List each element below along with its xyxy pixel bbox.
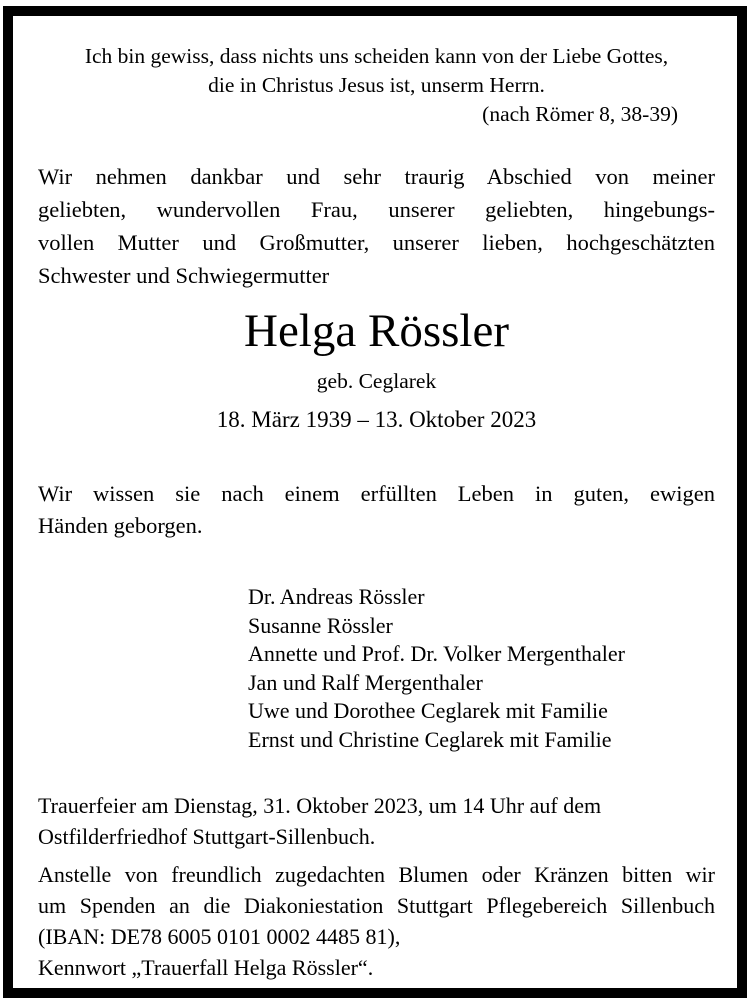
donations-line: um Spenden an die Diakoniestation Stuttgart Pflegebereich Sillenbuch	[38, 893, 715, 918]
donations-line: (IBAN: DE78 6005 0101 0002 4485 81),	[38, 924, 401, 949]
deceased-life-dates: 18. März 1939 – 13. Oktober 2023	[216, 407, 537, 432]
farewell-line: vollen Mutter und Großmutter, unserer lieben, hochgeschätzten	[38, 230, 715, 255]
mourner-name: Annette und Prof. Dr. Volker Mergenthaler	[248, 641, 625, 666]
quote-attribution: (nach Römer 8, 38-39)	[482, 102, 678, 126]
mourner-name: Uwe und Dorothee Ceglarek mit Familie	[248, 698, 608, 723]
funeral-line: Trauerfeier am Dienstag, 31. Oktober 2023, um 14 Uhr auf dem	[38, 793, 602, 818]
farewell-line: Schwester und Schwiegermutter	[38, 263, 330, 288]
mourner-name: Susanne Rössler	[248, 612, 393, 638]
deceased-name: Helga Rössler	[244, 305, 509, 357]
farewell-line: geliebten, wundervollen Frau, unserer geliebten, hingebungs-	[38, 197, 715, 222]
mourner-name: Ernst und Christine Ceglarek mit Familie	[248, 726, 612, 752]
comfort-line: Händen geborgen.	[38, 513, 203, 538]
quote-line-2: die in Christus Jesus ist, unserm Herrn.	[208, 73, 545, 97]
funeral-info	[38, 790, 715, 852]
mourners-list	[248, 583, 715, 754]
farewell-paragraph	[38, 160, 715, 292]
mourner-name: Dr. Andreas Rössler	[248, 584, 425, 609]
comfort-line: Wir wissen sie nach einem erfüllten Leben in guten, ewigen	[38, 481, 715, 506]
deceased-birth-name: geb. Ceglarek	[316, 369, 437, 393]
quote-line-1: Ich bin gewiss, dass nichts uns scheiden kann von der Liebe Gottes,	[84, 44, 669, 68]
donations-line: Anstelle von freundlich zugedachten Blumen oder Kränzen bitten wir	[38, 862, 715, 887]
donations-line: Kennwort „Trauerfall Helga Rössler“.	[38, 955, 374, 980]
scripture-quote	[38, 42, 715, 129]
donations-info	[38, 859, 715, 983]
comfort-paragraph	[38, 478, 715, 542]
farewell-line: Wir nehmen dankbar und sehr traurig Abschied von meiner	[38, 164, 715, 189]
mourner-name: Jan und Ralf Mergenthaler	[248, 669, 483, 695]
funeral-line: Ostfilderfriedhof Stuttgart-Sillenbuch.	[38, 824, 376, 849]
deceased-block	[38, 302, 715, 434]
obituary-notice	[3, 6, 747, 998]
